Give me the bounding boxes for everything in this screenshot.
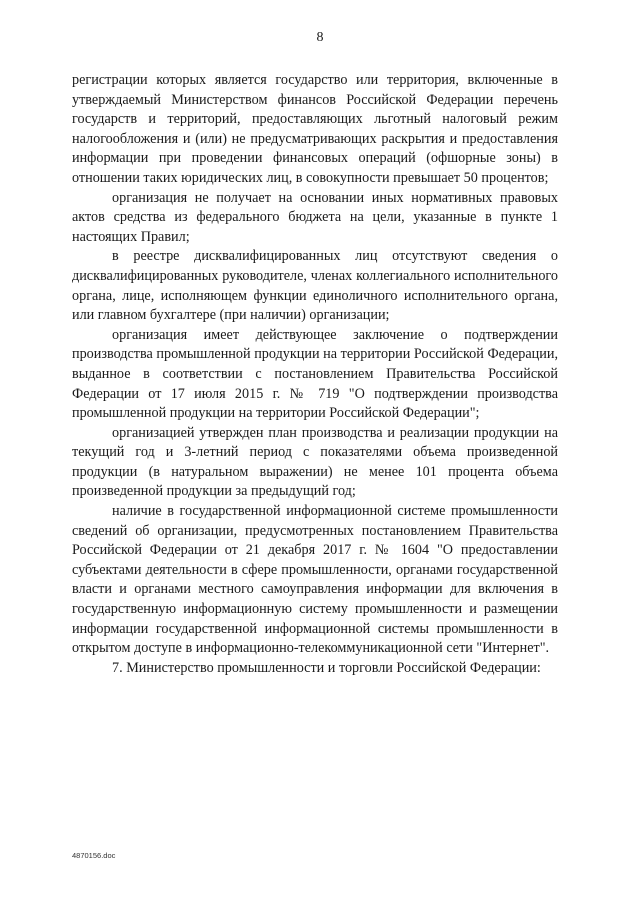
paragraph-disqualified-persons: в реестре дисквалифицированных лиц отсутствуют сведения о дисквалифицированных руководителе, членах коллегиального исполнительного органа, лице, исполняющем функции единоличного исполнительного органа, или главном бухгалтере (при наличии) организации; — [72, 248, 558, 324]
paragraph-information-system: наличие в государственной информационной системе промышленности сведений об организации, предусмотренных постановлением Правительства Российской Федерации от 21 декабря 2017 г. № 1604 "О предоставлении субъектами деятельности в сфере промышленности, органами государственной власти и органами местного самоуправления информации для включения в государственную информационную систему промышленности и размещении информации государственной информационной системы промышленности в открытом доступе в информационно-телекоммуникационной сети "Интернет". — [72, 503, 558, 657]
paragraph-offshore-continuation: регистрации которых является государство или территория, включенные в утверждаемый Министерством финансов Российской Федерации перечень государств и территорий, предоставляющих льготный налоговый режим налогообложения и (или) не предусматривающих раскрытия и предоставления информации при проведении финансовых операций (офшорные зоны) в отношении таких юридических лиц, в совокупности превышает 50 процентов; — [72, 72, 558, 186]
paragraph-production-plan: организацией утвержден план производства и реализации продукции на текущий год и 3-летний период с показателями объема произведенной продукции (в натуральном выражении) не менее 101 процента объема произведенной продукции за предыдущий год; — [72, 424, 558, 500]
document-file-code: 4870156.doc — [72, 851, 116, 860]
paragraph-production-conclusion: организация имеет действующее заключение о подтверждении производства промышленной продукции на территории Российской Федерации, выданное в соответствии с постановлением Правительства Российской Федерации от 17 июля 2015 г. № 719 "О подтверждении производства промышленной продукции на территории Российской Федерации"; — [72, 326, 558, 422]
paragraph-ministry-section-7: 7. Министерство промышленности и торговли Российской Федерации: — [112, 659, 541, 676]
document-body — [72, 71, 558, 678]
page-number: 8 — [316, 30, 324, 45]
paragraph-no-other-funding: организация не получает на основании иных нормативных правовых актов средства из федерального бюджета на цели, указанные в пункте 1 настоящих Правил; — [72, 189, 558, 245]
